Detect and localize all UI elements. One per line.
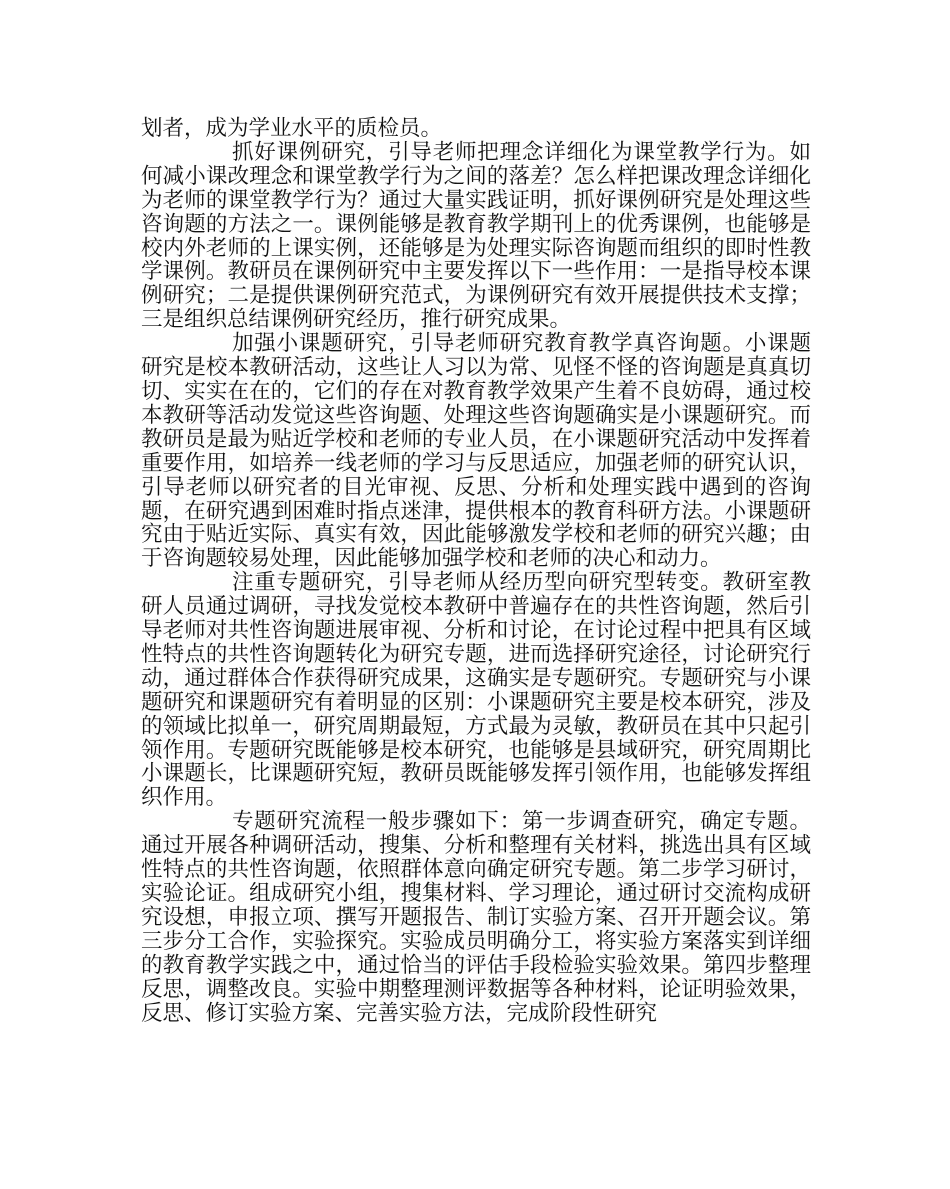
paragraph-special-topic-research: 注重专题研究，引导老师从经历型向研究型转变。教研室教研人员通过调研，寻找发觉校本教研中普遍存在的共性咨询题，然后引导老师对共性咨询题进展审视、分析和讨论，在讨论过程中把具有区域性特点的共性咨询题转化为研究专题，进而选择研究途径，讨论研究行动，通过群体合作获得研究成果，这确实是专题研究。专题研究与小课题研究和课题研究有着明显的区别：小课题研究主要是校本研究，涉及的领域比拟单一，研究周期最短，方式最为灵敏，教研员在其中只起引领作用。专题研究既能够是校本研究，也能够是县域研究，研究周期比小课题长，比课题研究短，教研员既能够发挥引领作用，也能够发挥组织作用。 bbox=[141, 570, 811, 811]
paragraph-case-study-research: 抓好课例研究，引导老师把理念详细化为课堂教学行为。如何减小课改理念和课堂教学行为之间的落差？怎么样把课改理念详细化为老师的课堂教学行为？通过大量实践证明，抓好课例研究是处理这些咨询题的方法之一。课例能够是教育教学期刊上的优秀课例，也能够是校内外老师的上课实例，还能够是为处理实际咨询题而组织的即时性教学课例。教研员在课例研究中主要发挥以下一些作用：一是指导校本课例研究；二是提供课例研究范式，为课例研究有效开展提供技术支撑；三是组织总结课例研究经历，推行研究成果。 bbox=[141, 139, 811, 333]
paragraph-small-topic-research: 加强小课题研究，引导老师研究教育教学真咨询题。小课题研究是校本教研活动，这些让人习以为常、见怪不怪的咨询题是真真切切、实实在在的，它们的存在对教育教学效果产生着不良妨碍，通过校本教研等活动发觉这些咨询题、处理这些咨询题确实是小课题研究。而教研员是最为贴近学校和老师的专业人员，在小课题研究活动中发挥着重要作用，如培养一线老师的学习与反思适应，加强老师的研究认识，引导老师以研究者的目光审视、反思、分析和处理实践中遇到的咨询题，在研究遇到困难时指点迷津，提供根本的教育科研方法。小课题研究由于贴近实际、真实有效，因此能够激发学校和老师的研究兴趣；由于咨询题较易处理，因此能够加强学校和老师的决心和动力。 bbox=[141, 331, 811, 572]
body-text bbox=[141, 117, 811, 1025]
paragraph-continuation: 划者，成为学业水平的质检员。 bbox=[141, 116, 443, 141]
paragraph-research-process: 专题研究流程一般步骤如下：第一步调查研究，确定专题。通过开展各种调研活动，搜集、分析和整理有关材料，挑选出具有区域性特点的共性咨询题，依照群体意向确定研究专题。第二步学习研讨，实验论证。组成研究小组，搜集材料、学习理论，通过研讨交流构成研究设想，申报立项、撰写开题报告、制订实验方案、召开开题会议。第三步分工合作，实验探究。实验成员明确分工，将实验方案落实到详细的教育教学实践之中，通过恰当的评估手段检验实验效果。第四步整理反思，调整改良。实验中期整理测评数据等各种材料，论证明验效果，反思、修订实验方案、完善实验方法，完成阶段性研究 bbox=[141, 809, 811, 1026]
